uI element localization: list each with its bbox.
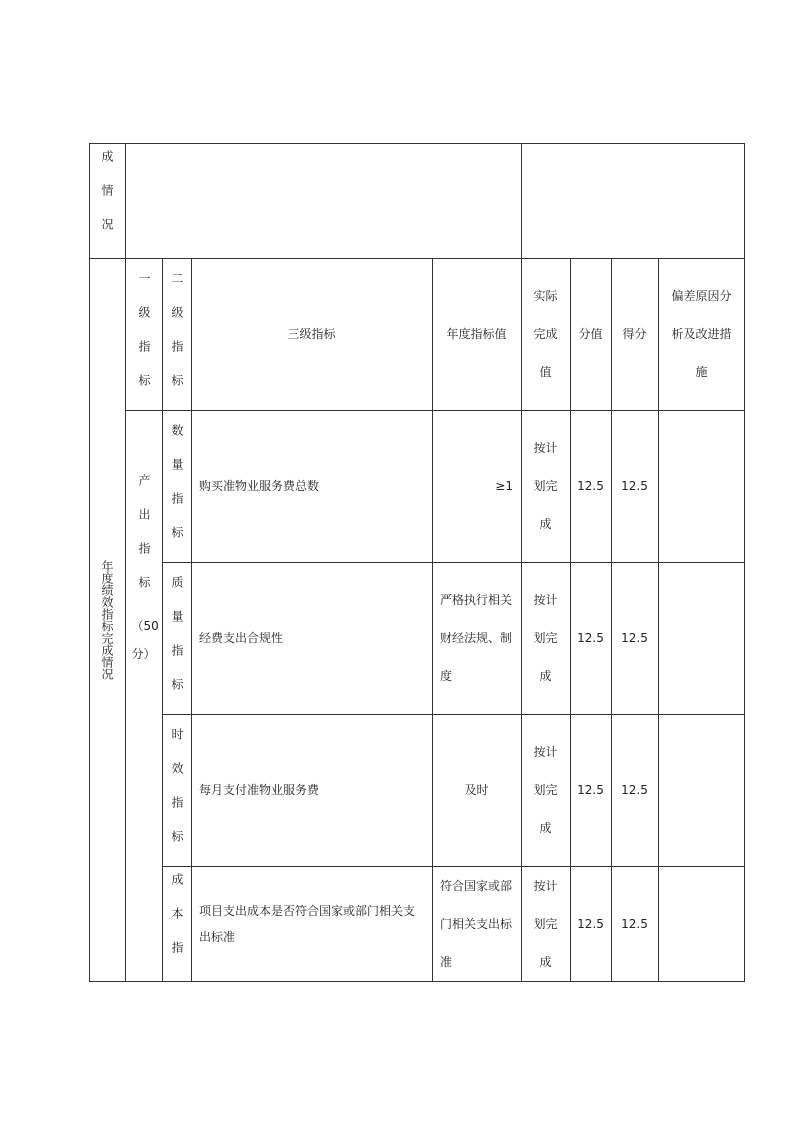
row4-actual-text: 按计划完成 [533,878,558,969]
row4-score-value [570,866,611,981]
row4-score [611,866,658,981]
row2-actual [521,562,570,714]
row4-score-text: 12.5 [621,916,648,931]
row1-target-text: ≥1 [495,479,513,493]
row1-level3 [191,410,432,562]
row4-level2-text: 成本指 [170,872,184,975]
header-score-text: 得分 [622,327,647,341]
row3-score-text: 12.5 [621,783,648,797]
section-label [89,258,125,982]
header-level1-text: 一级指标 [137,272,151,408]
row1-level3-text: 购买准物业服务费总数 [199,479,320,493]
header-level3 [191,258,432,410]
row1-score [611,410,658,562]
row2-level2-text: 质量指标 [170,576,184,712]
row3-level3-text: 每月支付准物业服务费 [199,783,320,797]
row2-target [432,562,521,714]
row2-score-text: 12.5 [621,631,648,645]
row2-score-value [570,562,611,714]
category-label: 产出指标 [137,474,151,610]
row2-level3 [191,562,432,714]
row1-target [432,410,521,562]
row1-actual [521,410,570,562]
row2-level3-text: 经费支出合规性 [199,631,284,645]
header-deviation [658,258,745,410]
header-score [611,258,658,410]
row4-score-value-text: 12.5 [577,916,604,931]
performance-table [89,143,745,982]
row3-level2-text: 时效指标 [170,728,184,864]
row1-score-value-text: 12.5 [577,479,604,493]
row3-target-text: 及时 [464,783,489,797]
header-target-text: 年度指标值 [446,327,507,341]
header-score-value [570,258,611,410]
row1-score-value [570,410,611,562]
row1-score-text: 12.5 [621,479,648,493]
row4-level3-text: 项目支出成本是否符合国家或部门相关支出标准 [199,903,416,944]
row3-score [611,714,658,866]
row4-actual [521,866,570,981]
section-label-text: 年度绩效指标完成情况 [100,560,114,680]
category-points: （50分） [131,619,159,661]
category-output [125,410,162,982]
row2-score-value-text: 12.5 [577,631,604,645]
row3-score-value-text: 12.5 [577,783,604,797]
row3-actual [521,714,570,866]
header-level2-text: 二级指标 [170,272,184,408]
row3-level3 [191,714,432,866]
row1-actual-text: 按计划完成 [533,441,558,531]
row4-target-text: 符合国家或部门相关支出标准 [440,878,513,969]
row3-score-value [570,714,611,866]
row1-level2 [162,410,191,562]
header-score-value-text: 分值 [578,327,603,341]
header-level1 [125,258,162,410]
row4-level2 [162,866,191,981]
row2-actual-text: 按计划完成 [533,593,558,683]
header-actual-text: 实际完成值 [533,289,558,379]
row2-target-text: 严格执行相关财经法规、制度 [440,593,513,683]
row1-level2-text: 数量指标 [170,424,184,560]
border-bottom [89,981,745,982]
row4-target [432,866,521,981]
row2-level2 [162,562,191,714]
row3-actual-text: 按计划完成 [533,745,558,835]
header-deviation-text: 偏差原因分析及改进措施 [671,289,732,379]
border-top [89,143,745,144]
header-level3-text: 三级指标 [287,327,336,341]
header-target [432,258,521,410]
header-actual [521,258,570,410]
row3-target [432,714,521,866]
row2-score [611,562,658,714]
header-level2 [162,258,191,410]
completion-label [89,143,125,258]
row4-level3 [191,866,432,981]
row3-level2 [162,714,191,866]
completion-label-text: 成情况 [100,149,114,252]
